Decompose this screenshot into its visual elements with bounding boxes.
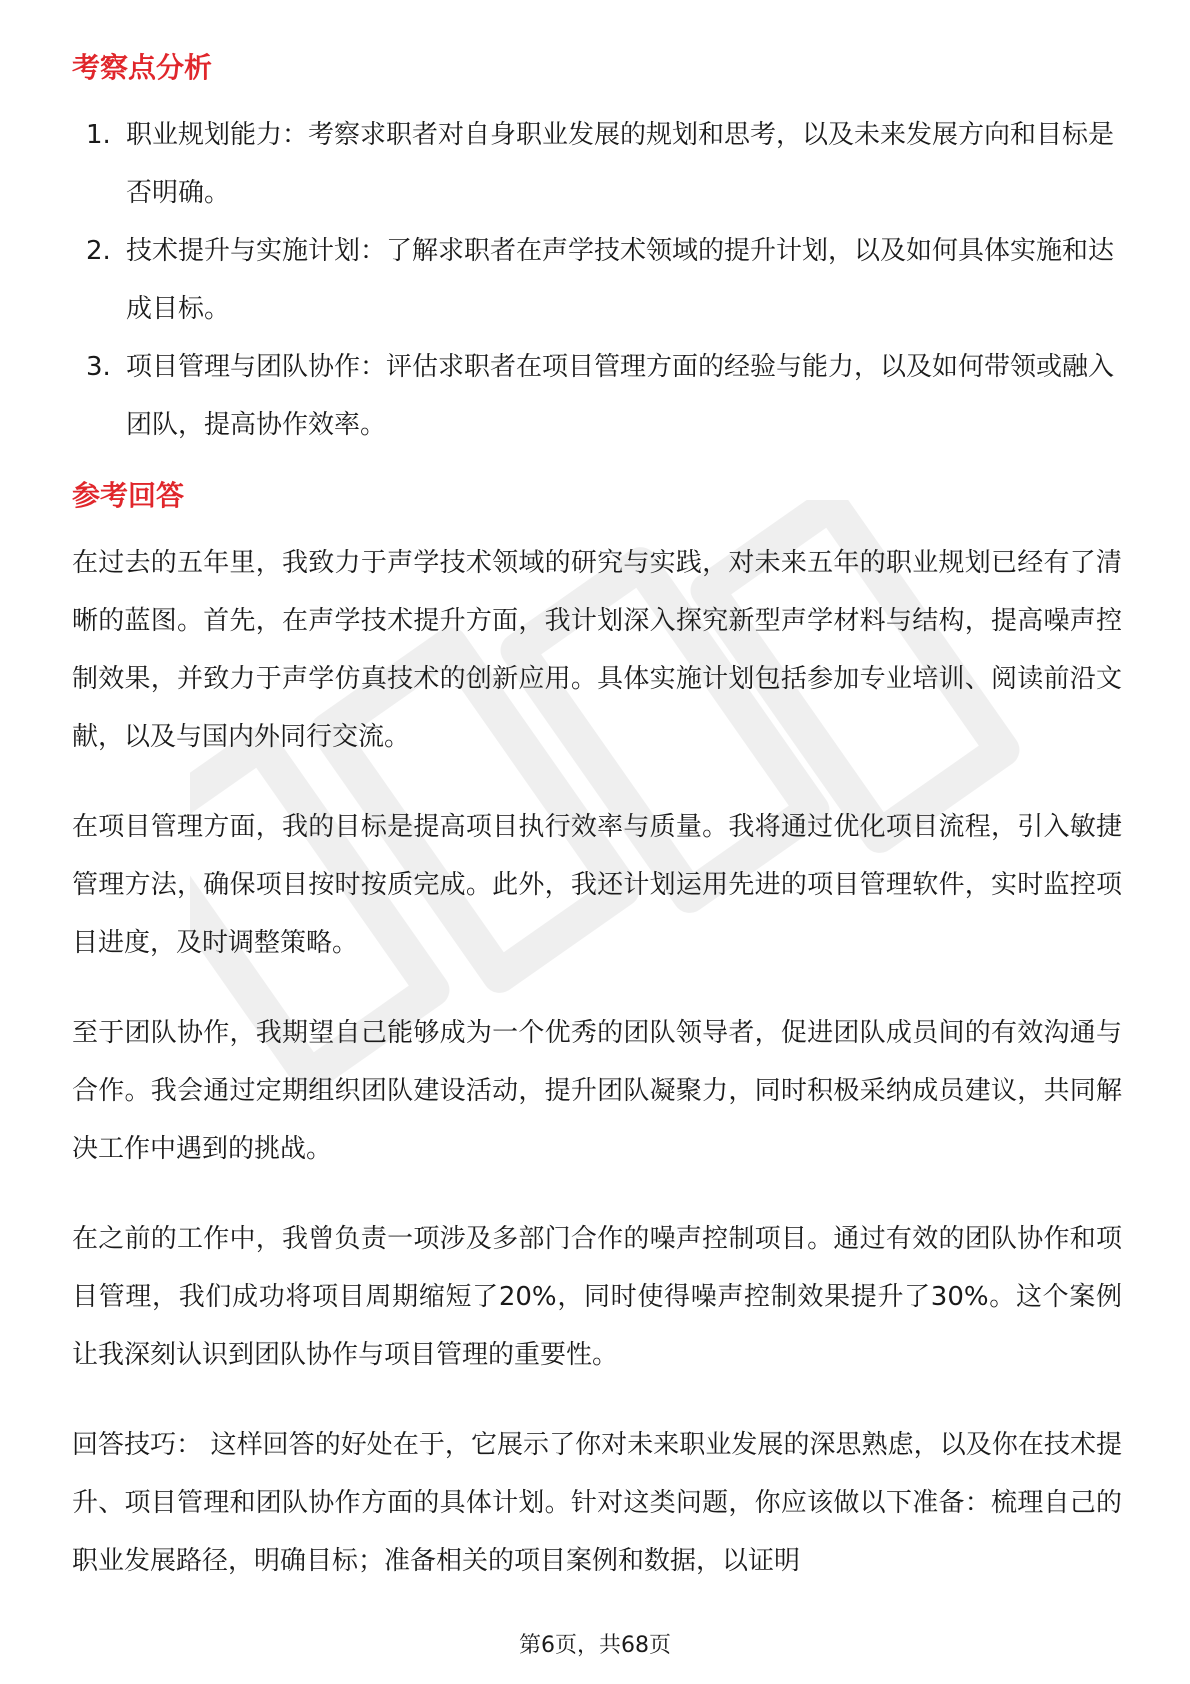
answer-paragraph: 在项目管理方面，我的目标是提高项目执行效率与质量。我将通过优化项目流程，引入敏捷管理方法，确保项目按时按质完成。此外，我还计划运用先进的项目管理软件，实时监控项目进度，及时调整策略。: [72, 812, 1122, 958]
list-item-number: 2.: [86, 236, 111, 266]
list-item: [72, 222, 1122, 338]
answer-paragraph: 至于团队协作，我期望自己能够成为一个优秀的团队领导者，促进团队成员间的有效沟通与合作。我会通过定期组织团队建设活动，提升团队凝聚力，同时积极采纳成员建议，共同解决工作中遇到的挑战。: [72, 1018, 1122, 1164]
list-item-text: 项目管理与团队协作：评估求职者在项目管理方面的经验与能力，以及如何带领或融入团队，提高协作效率。: [126, 352, 1115, 440]
list-item: [72, 106, 1122, 222]
analysis-section-title: 考察点分析: [72, 51, 213, 84]
list-item-text: 技术提升与实施计划：了解求职者在声学技术领域的提升计划，以及如何具体实施和达成目标。: [126, 236, 1115, 324]
answer-paragraph: 在过去的五年里，我致力于声学技术领域的研究与实践，对未来五年的职业规划已经有了清晰的蓝图。首先，在声学技术提升方面，我计划深入探究新型声学材料与结构，提高噪声控制效果，并致力于声学仿真技术的创新应用。具体实施计划包括参加专业培训、阅读前沿文献，以及与国内外同行交流。: [72, 548, 1122, 752]
list-item: [72, 338, 1122, 454]
list-item-number: 1.: [86, 120, 111, 150]
tips-paragraph: 回答技巧： 这样回答的好处在于，它展示了你对未来职业发展的深思熟虑，以及你在技术提升、项目管理和团队协作方面的具体计划。针对这类问题，你应该做以下准备：梳理自己的职业发展路径，明确目标；准备相关的项目案例和数据，以证明: [72, 1430, 1122, 1576]
list-item-number: 3.: [86, 352, 111, 382]
answer-paragraph: 在之前的工作中，我曾负责一项涉及多部门合作的噪声控制项目。通过有效的团队协作和项目管理，我们成功将项目周期缩短了20%，同时使得噪声控制效果提升了30%。这个案例让我深刻认识到团队协作与项目管理的重要性。: [72, 1224, 1122, 1370]
list-item-text: 职业规划能力：考察求职者对自身职业发展的规划和思考，以及未来发展方向和目标是否明确。: [126, 120, 1115, 208]
main-content: [72, 48, 1122, 1622]
page-number-footer: 第6页，共68页: [519, 1633, 671, 1658]
answer-section-title: 参考回答: [72, 479, 185, 512]
analysis-points-list: [72, 106, 1122, 454]
